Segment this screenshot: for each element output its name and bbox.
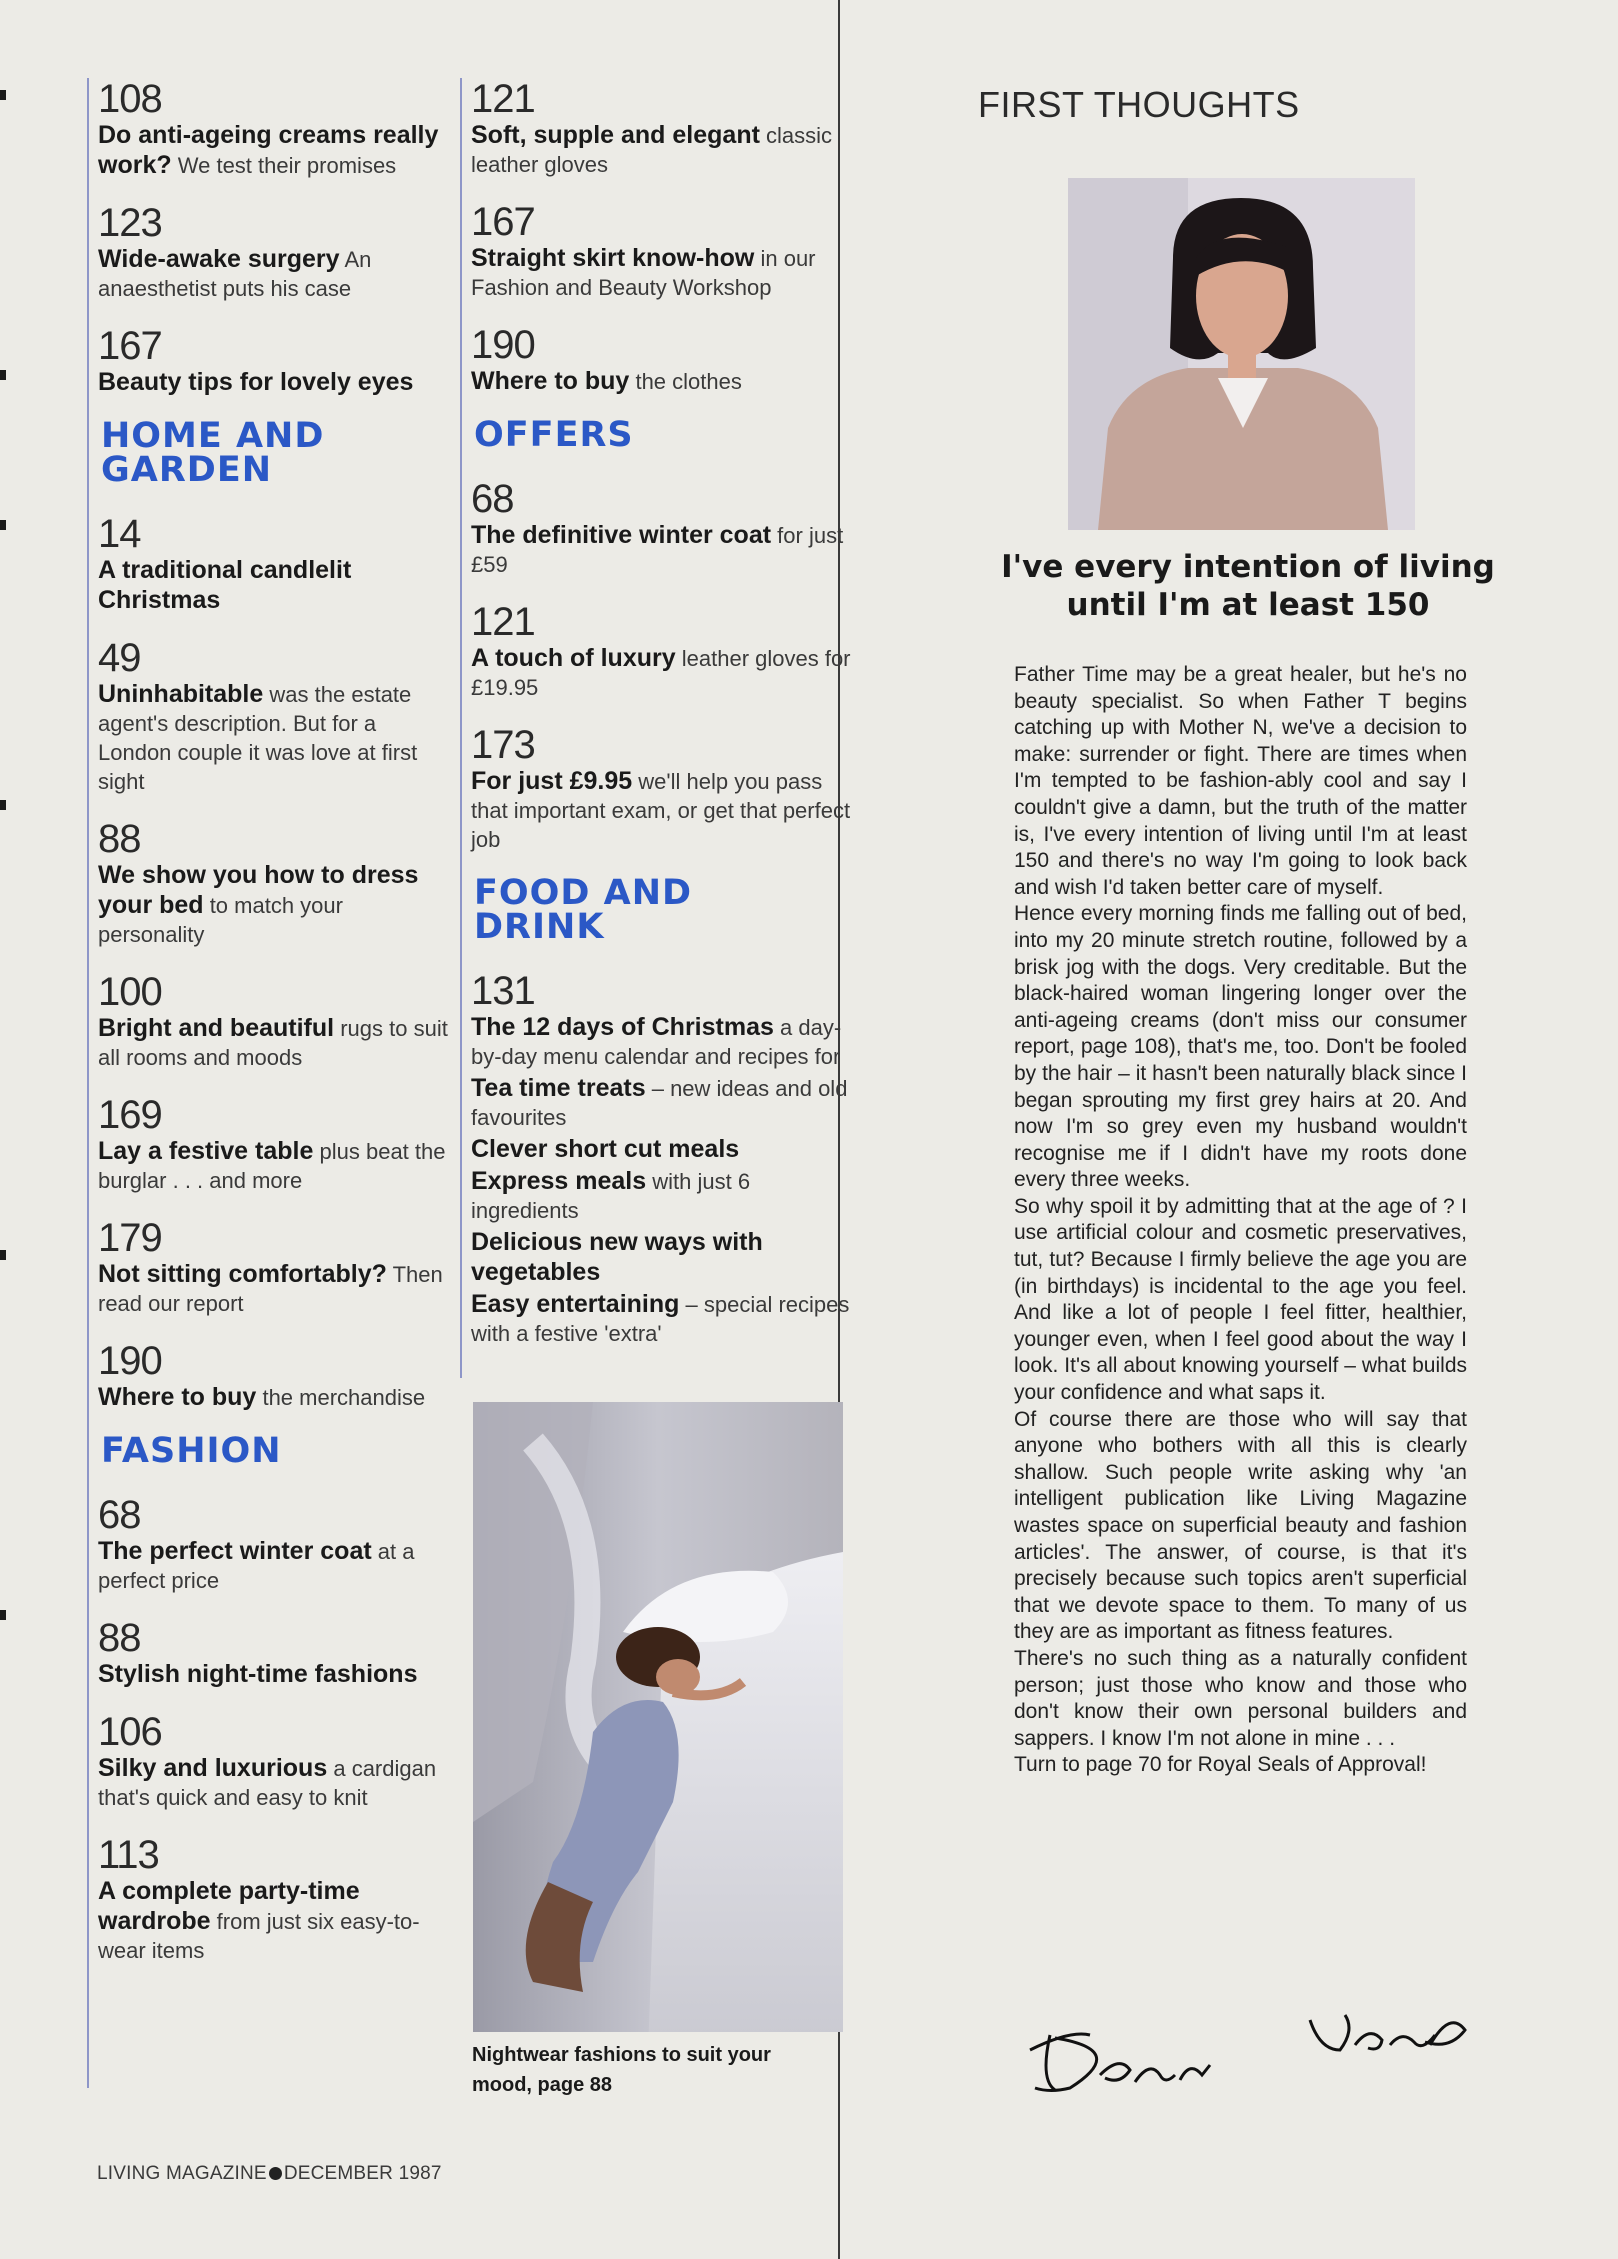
editorial-body — [1014, 662, 1467, 1779]
editorial-paragraph: Father Time may be a great healer, but he's no beauty specialist. So when Father T begins catching up with Mother N, we've a decision to make: surrender or fight. There are times when I'm tempted to be fashion-ably cool and say I couldn't give a damn, but the truth of the matter is, I've every intention of living until I'm at least 150 and there's no way I'm going to look back and wish I'd taken better care of myself. — [1014, 663, 1467, 899]
editorial-headline: I've every intention of living until I'm at least 150 — [1001, 549, 1495, 623]
page-number: 131 — [471, 969, 535, 1013]
item-description: we'll help you pass that important exam, or get that perfect job — [471, 769, 851, 852]
page-edge-mark — [0, 370, 6, 380]
editorial-paragraph: Hence every morning finds me falling out of bed, into my 20 minute stretch routine, followed by a brisk jog with the dogs. Very creditable. But the black-haired woman lingering longer over the anti-ageing creams (don't miss our consumer report, page 108), that's me, too. Don't be fooled by the hair – it hasn't been naturally black since I began sprouting my first grey hairs at 20. And now I'm so grey even my husband wouldn't recognise me if I didn't have my roots done every three weeks. — [1014, 902, 1467, 1192]
page-number: 167 — [98, 324, 162, 368]
contents-item — [98, 1494, 448, 1595]
item-description: for just £59 — [471, 523, 844, 577]
fashion-items — [98, 1494, 448, 1965]
item-title: Wide-awake surgery — [98, 245, 340, 273]
section-heading-fashion: FASHION — [101, 1431, 282, 1471]
item-description: rugs to suit all rooms and moods — [98, 1016, 448, 1070]
item-description: a day-by-day menu calendar and recipes for — [471, 1015, 842, 1069]
page-number: 68 — [471, 477, 514, 521]
page-edge-mark — [0, 1610, 6, 1620]
item-title: Uninhabitable — [98, 680, 264, 708]
contents-item — [471, 601, 851, 702]
editorial-paragraph: Turn to page 70 for Royal Seals of Approval! — [1014, 1753, 1427, 1777]
photo-caption: Nightwear fashions to suit your mood, page 88 — [472, 2044, 771, 2096]
item-description: the clothes — [629, 369, 742, 394]
item-description: classic leather gloves — [471, 123, 833, 177]
contents-item — [98, 637, 448, 796]
page-number: 121 — [471, 77, 535, 121]
page-edge-mark — [0, 90, 6, 100]
item-title: Easy entertaining — [471, 1290, 680, 1318]
contents-item — [98, 971, 448, 1072]
editorial-kicker: FIRST THOUGHTS — [978, 84, 1300, 125]
item-title: A complete party-time wardrobe — [98, 1877, 360, 1935]
item-description: Then read our report — [98, 1262, 443, 1316]
item-title: Do anti-ageing creams really work? — [98, 121, 439, 179]
contents-item — [98, 818, 448, 949]
contents-item — [98, 1834, 448, 1965]
food-line — [471, 1012, 851, 1071]
item-description: – special recipes with a festive 'extra' — [471, 1292, 850, 1346]
item-title: Where to buy — [471, 367, 630, 395]
page-edge-mark — [0, 800, 6, 810]
page-edge-mark — [0, 520, 6, 530]
contents-item — [98, 1617, 448, 1689]
page-number: 106 — [98, 1710, 162, 1754]
page-number: 121 — [471, 600, 535, 644]
page-number: 190 — [98, 1339, 162, 1383]
item-description: a cardigan that's quick and easy to knit — [98, 1756, 437, 1810]
item-title: Clever short cut meals — [471, 1135, 740, 1163]
item-description: An anaesthetist puts his case — [98, 247, 372, 301]
footer-publication: LIVING MAGAZINE — [97, 2163, 267, 2184]
item-description: plus beat the burglar . . . and more — [98, 1139, 446, 1193]
contents-column-left — [87, 78, 448, 2088]
page-number: 167 — [471, 200, 535, 244]
page-number: 14 — [98, 512, 141, 556]
item-description: – new ideas and old favourites — [471, 1076, 848, 1130]
item-title: For just £9.95 — [471, 767, 633, 795]
item-description: to match your personality — [98, 893, 343, 947]
page-number: 169 — [98, 1093, 162, 1137]
section-heading-offers: OFFERS — [474, 415, 634, 455]
contents-item — [471, 324, 851, 396]
item-description: leather gloves for £19.95 — [471, 646, 851, 700]
contents-item — [98, 1711, 448, 1812]
page-number: 88 — [98, 1616, 141, 1660]
editorial-paragraph: There's no such thing as a naturally confident person; just those who know and those who don't know their own personal builders and sappers. I know I'm not alone in mine . . . — [1014, 1646, 1467, 1750]
food-line — [471, 1073, 851, 1132]
food-line — [471, 1134, 851, 1164]
food-line — [471, 1166, 851, 1225]
item-title: Lay a festive table — [98, 1137, 314, 1165]
editorial-paragraph: Of course there are those who will say that anyone who bothers with all this is clearly shallow. Such people write asking why 'an intelligent publication like Living Magazine wastes space on superficial beauty and fashion articles'. The answer, of course, is that it's precisely because such topics aren't superficial that we devote space to them. To many of us they are as important as fitness features. — [1014, 1407, 1467, 1644]
item-title: Stylish night-time fashions — [98, 1660, 418, 1688]
editor-signature — [1010, 1990, 1480, 2110]
contents-item — [98, 78, 448, 180]
contents-item — [471, 724, 851, 854]
page-number: 179 — [98, 1216, 162, 1260]
page-number: 123 — [98, 201, 162, 245]
page-number: 173 — [471, 723, 535, 767]
editor-portrait — [1068, 178, 1415, 530]
food-line — [471, 1289, 851, 1348]
footer — [97, 2163, 442, 2185]
editorial-paragraph: So why spoil it by admitting that at the age of ? I use artificial colour and cosmetic preservatives, tut, tut? Because I firmly believe the age you are (in birthdays) is incidental to the age you feel. And like a lot of people I feel fitter, healthier, younger even, when I feel good about the way I look. It's all about knowing yourself – what builds your confidence and what saps it. — [1014, 1194, 1467, 1405]
page-edge-mark — [0, 1250, 6, 1260]
home-garden-items — [98, 513, 448, 1412]
item-description: in our Fashion and Beauty Workshop — [471, 246, 816, 300]
section-heading-home-and-garden: HOME AND GARDEN — [101, 416, 325, 490]
item-title: The definitive winter coat — [471, 521, 772, 549]
item-title: The 12 days of Christmas — [471, 1013, 774, 1041]
beauty-items — [98, 78, 448, 397]
contents-item — [98, 202, 448, 303]
item-title: Straight skirt know-how — [471, 244, 755, 272]
offers-items — [471, 478, 851, 854]
item-description: with just 6 ingredients — [471, 1169, 751, 1223]
food-drink-block — [471, 970, 851, 1348]
contents-item — [471, 78, 851, 179]
item-title: Not sitting comfortably? — [98, 1260, 387, 1288]
food-line — [471, 1227, 851, 1287]
nightwear-photo — [473, 1402, 843, 2032]
contents-item — [98, 325, 448, 397]
bullet-dot-icon — [269, 2167, 282, 2180]
item-description: at a perfect price — [98, 1539, 415, 1593]
item-title: The perfect winter coat — [98, 1537, 372, 1565]
item-title: Beauty tips for lovely eyes — [98, 368, 414, 396]
contents-column-middle — [460, 78, 851, 1378]
item-title: Soft, supple and elegant — [471, 121, 760, 149]
item-title: Tea time treats — [471, 1074, 646, 1102]
page-number: 100 — [98, 970, 162, 1014]
fashion-cont-items — [471, 78, 851, 396]
item-title: Express meals — [471, 1167, 647, 1195]
contents-item — [471, 478, 851, 579]
item-title: A touch of luxury — [471, 644, 676, 672]
page-number: 88 — [98, 817, 141, 861]
item-title: Bright and beautiful — [98, 1014, 335, 1042]
item-title: Delicious new ways with vegetables — [471, 1228, 763, 1286]
item-description: We test their promises — [171, 153, 397, 178]
contents-item — [98, 513, 448, 615]
page-number: 108 — [98, 77, 162, 121]
item-title: We show you how to dress your bed — [98, 861, 419, 919]
section-heading-food-and-drink: FOOD AND DRINK — [474, 873, 693, 947]
page-number: 49 — [98, 636, 141, 680]
footer-date: DECEMBER 1987 — [283, 2163, 442, 2184]
contents-item — [98, 1340, 448, 1412]
item-title: A traditional candlelit Christmas — [98, 556, 352, 614]
item-description: the merchandise — [256, 1385, 426, 1410]
page-number: 68 — [98, 1493, 141, 1537]
page-number: 113 — [98, 1833, 159, 1877]
item-description: was the estate agent's description. But for a London couple it was love at first sight — [98, 682, 418, 794]
item-title: Where to buy — [98, 1383, 257, 1411]
item-description: from just six easy-to-wear items — [98, 1909, 420, 1963]
contents-item — [98, 1094, 448, 1195]
item-title: Silky and luxurious — [98, 1754, 328, 1782]
contents-item — [98, 1217, 448, 1318]
page-number: 190 — [471, 323, 535, 367]
contents-item — [471, 201, 851, 302]
